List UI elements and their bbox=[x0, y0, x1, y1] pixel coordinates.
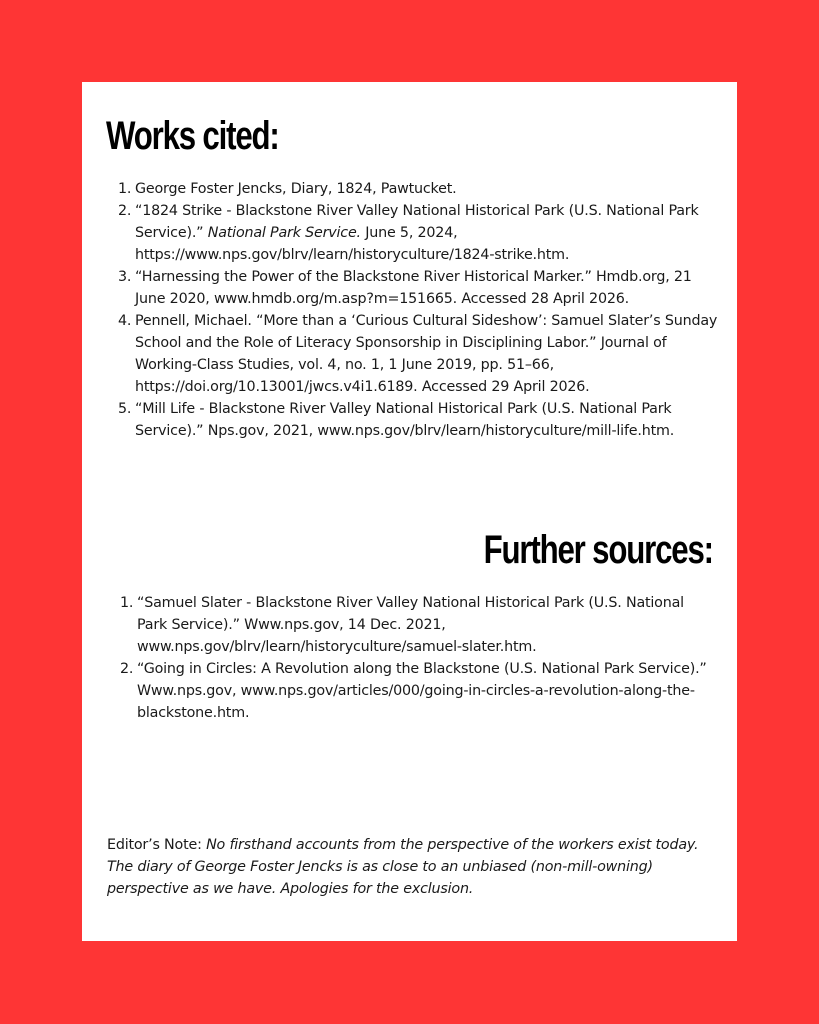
citation-item bbox=[118, 178, 718, 200]
editor-note bbox=[107, 834, 717, 900]
further-sources-list bbox=[120, 592, 710, 724]
source-text: “Going in Circles: A Revolution along the Blackstone (U.S. National Park Service).” Www.nps.gov, www.nps.gov/articles/000/going-in-circles-a-revolution-along-the-blackstone.htm. bbox=[137, 661, 707, 721]
citation-number: 1. bbox=[118, 181, 132, 197]
citation-item bbox=[118, 398, 718, 442]
content-card bbox=[82, 82, 737, 941]
source-item bbox=[120, 658, 710, 724]
citation-text: Pennell, Michael. “More than a ‘Curious Cultural Sideshow’: Samuel Slater’s Sunday School and the Role of Literacy Sponsorship in Disciplining Labor.” Journal of Working-Class Studies, vol. 4, no. 1, 1 June 2019, pp. 51–66, https://doi.org/10.13001/jwcs.v4i1.6189. Accessed 29 April 2026. bbox=[135, 313, 718, 395]
citation-text-tail: June 5, 2024, https://www.nps.gov/blrv/learn/historyculture/1824-strike.htm. bbox=[135, 225, 570, 263]
further-sources-heading: Further sources: bbox=[483, 528, 713, 572]
works-cited-list bbox=[118, 178, 718, 442]
citation-item bbox=[118, 266, 718, 310]
citation-item bbox=[118, 310, 718, 398]
citation-number: 5. bbox=[118, 401, 132, 417]
citation-number: 4. bbox=[118, 313, 132, 329]
citation-number: 3. bbox=[118, 269, 132, 285]
citation-text: “Mill Life - Blackstone River Valley National Historical Park (U.S. National Park Service).” Nps.gov, 2021, www.nps.gov/blrv/learn/historyculture/mill-life.htm. bbox=[135, 401, 675, 439]
citation-text: George Foster Jencks, Diary, 1824, Pawtucket. bbox=[135, 181, 457, 197]
citation-item bbox=[118, 200, 718, 266]
source-number: 2. bbox=[120, 661, 134, 677]
editor-note-text: No firsthand accounts from the perspective of the workers exist today. The diary of George Foster Jencks is as close to an unbiased (non-mill-owning) perspective as we have. Apologies for the exclusion. bbox=[107, 837, 699, 897]
citation-text: “1824 Strike - Blackstone River Valley National Historical Park (U.S. National Park Service).” bbox=[135, 203, 699, 241]
works-cited-heading: Works cited: bbox=[106, 114, 279, 158]
source-number: 1. bbox=[120, 595, 134, 611]
source-text: “Samuel Slater - Blackstone River Valley National Historical Park (U.S. National Park Service).” Www.nps.gov, 14 Dec. 2021, www.nps.gov/blrv/learn/historyculture/samuel-slater.htm. bbox=[137, 595, 684, 655]
citation-publisher: National Park Service. bbox=[207, 225, 361, 241]
source-item bbox=[120, 592, 710, 658]
citation-text: “Harnessing the Power of the Blackstone River Historical Marker.” Hmdb.org, 21 June 2020, www.hmdb.org/m.asp?m=151665. Accessed 28 April 2026. bbox=[135, 269, 692, 307]
editor-note-label: Editor’s Note: bbox=[107, 837, 207, 853]
citation-number: 2. bbox=[118, 203, 132, 219]
